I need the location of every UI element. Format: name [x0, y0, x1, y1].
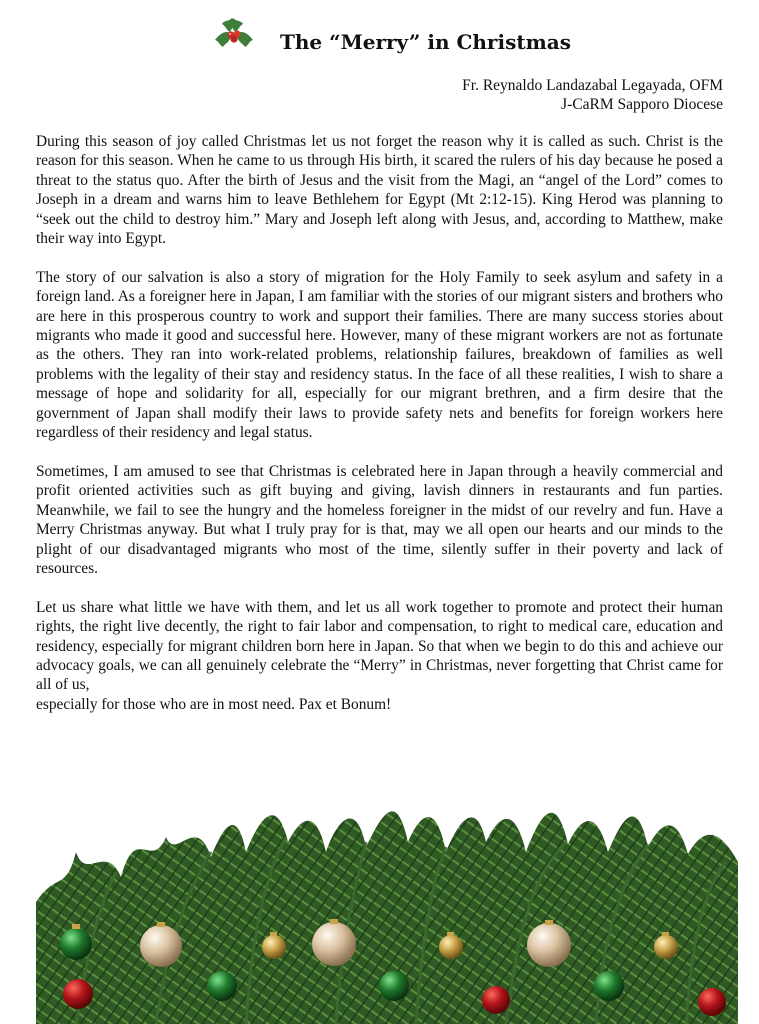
- paragraph-1: During this season of joy called Christmas let us not forget the reason why it is called as such. Christ is the reason for this season. When he came to us through His birth, it scared the rulers of his day because he posed a threat to the status quo. After the birth of Jesus and the visit from the Magi, an “angel of the Lord” comes to Joseph in a dream and warns him to leave Bethlehem for Egypt (Mt 2:12-15). King Herod was planning to “seek out the child to destroy him.” Mary and Joseph left along with Jesus, and, according to Matthew, make their way into Egypt.: [36, 133, 723, 248]
- paragraph-4-text: Let us share what little we have with them, and let us all work together to promote and protect their human rights, the right live decently, the right to fair labor and compensation, to right to medical care, education and residency, especially for migrant children born here in Japan. So that when we begin to do this and achieve our advocacy goals, we can all genuinely celebrate the “Merry” in Christmas, never forgetting that Christ came for all of us,: [36, 598, 723, 694]
- christmas-garland-image: [36, 782, 738, 1024]
- author-name: Fr. Reynaldo Landazabal Legayada, OFM: [462, 77, 723, 94]
- closing-line: especially for those who are in most need. Pax et Bonum!: [36, 695, 392, 713]
- author-affiliation: J-CaRM Sapporo Diocese: [561, 96, 723, 113]
- document-title: The “Merry” in Christmas: [280, 30, 571, 54]
- paragraph-4: [36, 598, 723, 714]
- paragraph-2: The story of our salvation is also a story of migration for the Holy Family to seek asylum and safety in a foreign land. As a foreigner here in Japan, I am familiar with the stories of our migrant sisters and brothers who are here in this prosperous country to work and support their families. There are many success stories about migrants who made it good and successful here. However, many of these migrant workers are not as fortunate as the others. They ran into work-related problems, relationship failures, breakdown of families as well problems with the legality of their stay and residency status. In the face of all these realities, I wish to share a message of hope and solidarity for all, especially for our migrant brethren, and a firm desire that the government of Japan shall modify their laws to provide safety nets and benefits for foreign workers here regardless of their residency and legal status.: [36, 268, 723, 442]
- paragraph-3: Sometimes, I am amused to see that Christmas is celebrated here in Japan through a heavily commercial and profit oriented activities such as gift buying and giving, lavish dinners in restaurants and fun parties. Meanwhile, we fail to see the hungry and the homeless foreigner in the midst of our revelry and fun. Have a Merry Christmas anyway. But what I truly pray for is that, may we all open our hearts and our minds to the plight of our disadvantaged migrants who most of the time, silently suffer in their poverty and lack of resources.: [36, 462, 723, 577]
- byline: [462, 76, 723, 114]
- article-body: [36, 132, 723, 714]
- holly-icon: [211, 14, 257, 52]
- document-header: [0, 14, 759, 58]
